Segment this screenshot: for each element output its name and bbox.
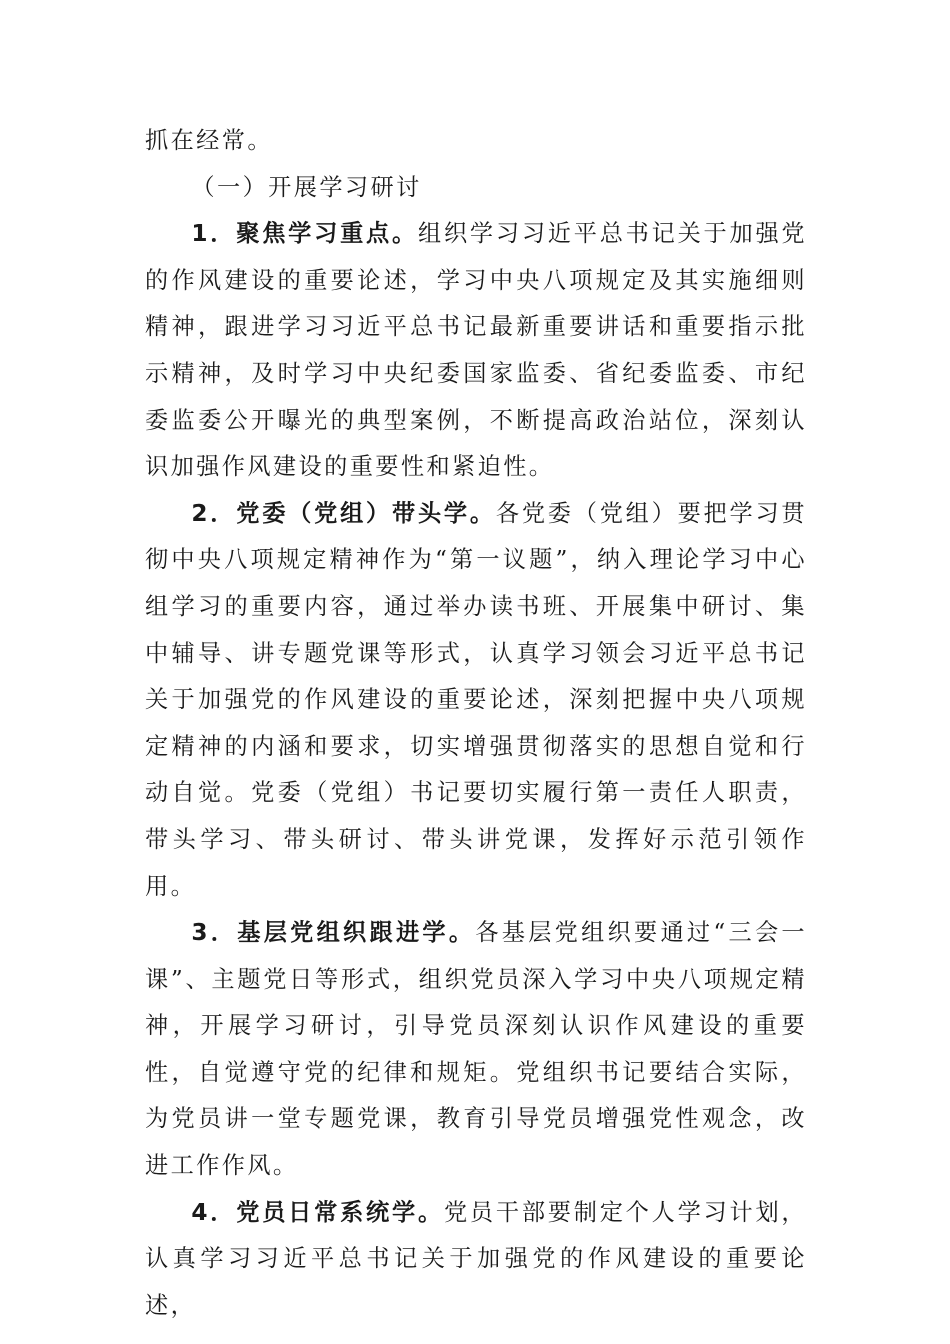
item-3-body: 各基层党组织要通过“三会一课”、主题党日等形式，组织党员深入学习中央八项规定精神，开展学习研讨，引导党员深刻认识作风建设的重要性，自觉遵守党的纪律和规矩。党组织书记要结合实际，为党员讲一堂专题党课，教育引导党员增强党性观念，改进工作作风。	[145, 919, 807, 1180]
item-4-body: 党员干部要制定个人学习计划，认真学习习近平总书记关于加强党的作风建设的重要论述，	[145, 1198, 807, 1319]
document-page	[145, 118, 807, 1329]
section-heading: （一）开展学习研讨	[191, 173, 422, 201]
continuation-text: 抓在经常。	[145, 127, 273, 154]
item-1-title: 1．聚焦学习重点。	[191, 220, 418, 248]
item-2	[145, 491, 807, 910]
item-4	[145, 1190, 807, 1330]
item-2-body: 各党委（党组）要把学习贯彻中央八项规定精神作为“第一议题”，纳入理论学习中心组学习的重要内容，通过举办读书班、开展集中研讨、集中辅导、讲专题党课等形式，认真学习领会习近平总书记关于加强党的作风建设的重要论述，深刻把握中央八项规定精神的内涵和要求，切实增强贯彻落实的思想自觉和行动自觉。党委（党组）书记要切实履行第一责任人职责，带头学习、带头研讨、带头讲党课，发挥好示范引领作用。	[145, 499, 807, 900]
item-3	[145, 910, 807, 1190]
item-1	[145, 211, 807, 491]
item-3-title: 3．基层党组织跟进学。	[191, 919, 476, 947]
item-1-body: 组织学习习近平总书记关于加强党的作风建设的重要论述，学习中央八项规定及其实施细则精神，跟进学习习近平总书记最新重要讲话和重要指示批示精神，及时学习中央纪委国家监委、省纪委监委、市纪委监委公开曝光的典型案例，不断提高政治站位，深刻认识加强作风建设的重要性和紧迫性。	[145, 220, 808, 481]
item-4-title: 4．党员日常系统学。	[191, 1198, 444, 1226]
item-2-title: 2．党委（党组）带头学。	[191, 499, 496, 527]
